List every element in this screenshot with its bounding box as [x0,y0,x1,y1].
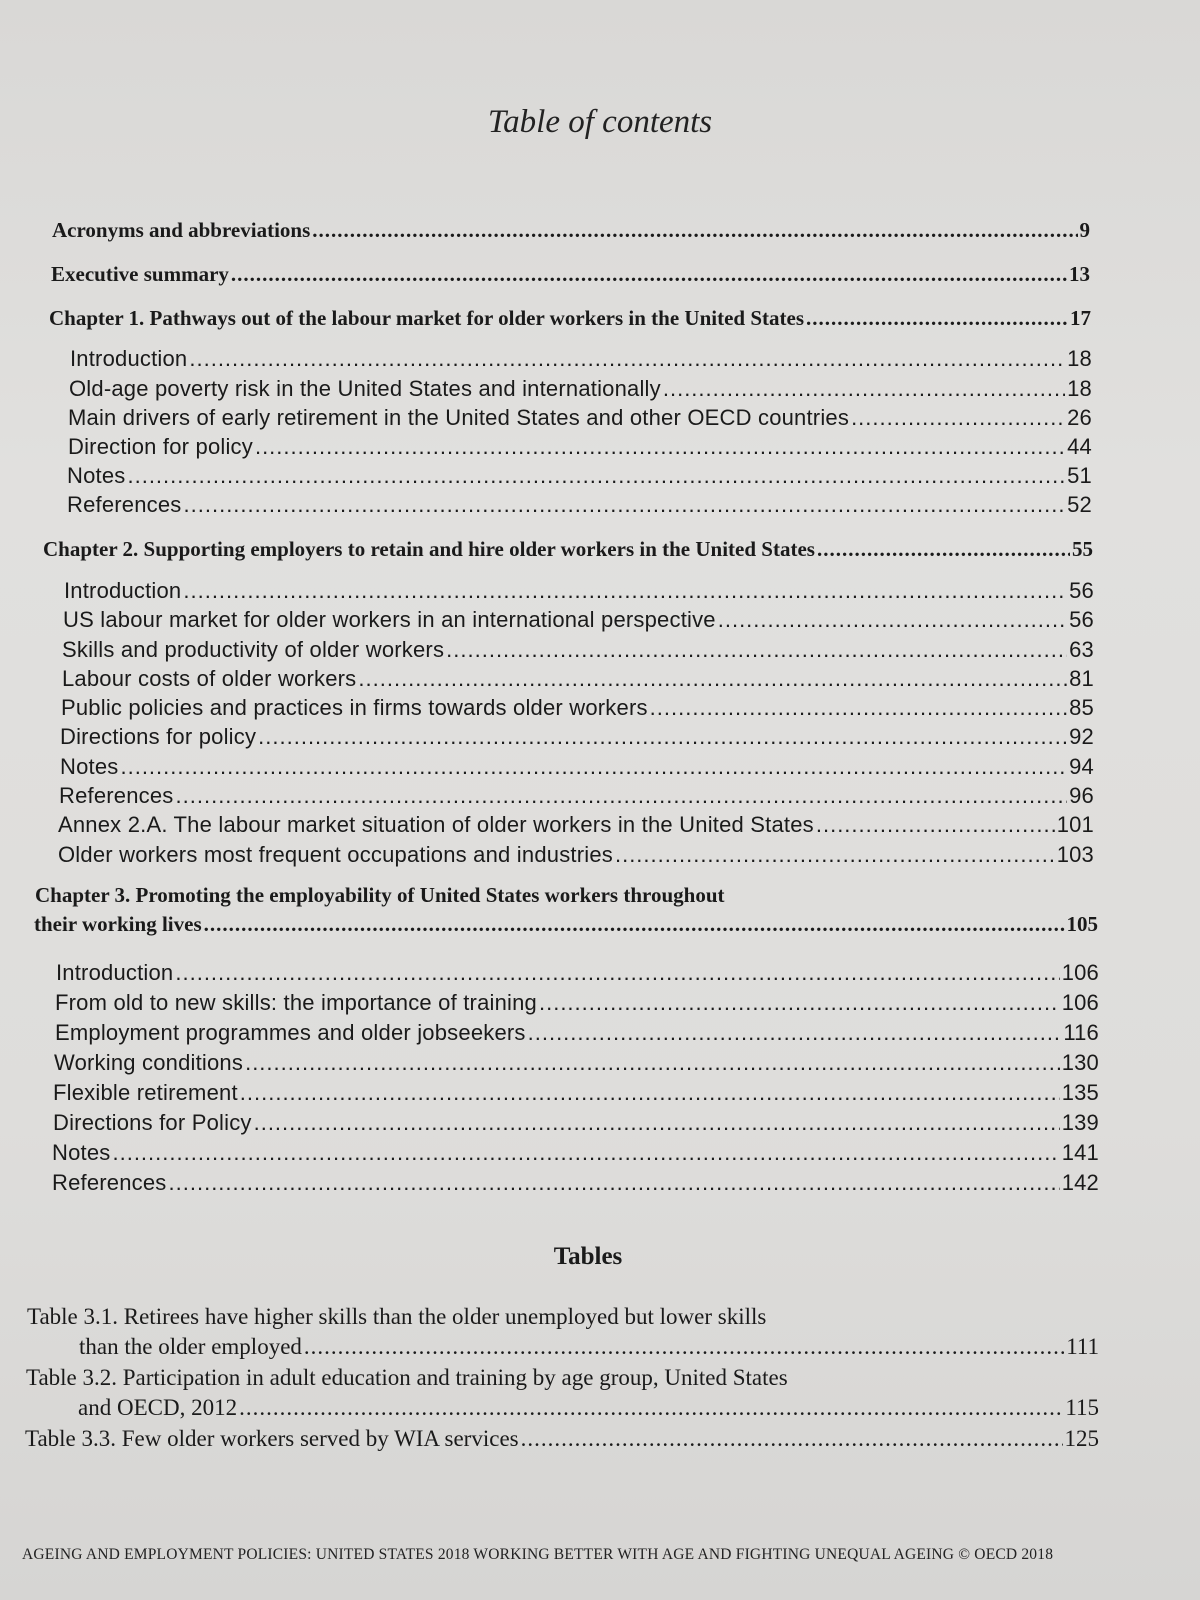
toc-item-label: Directions for policy [60,724,257,749]
toc-item-page: 116 [1063,1020,1099,1045]
toc-item[interactable] [62,637,1094,663]
dot-leader [184,492,1066,518]
dot-leader [176,783,1068,809]
toc-item-page: 142 [1061,1170,1099,1195]
toc-item-page: 92 [1069,724,1094,749]
dot-leader [528,1020,1062,1046]
toc-item-label: Notes [60,754,119,779]
toc-item[interactable] [67,492,1092,518]
toc-entry-executive-summary[interactable] [51,262,1090,287]
toc-chapter-label: Chapter 2. Supporting employers to retain and hire older workers in the United States [43,537,815,561]
toc-item-page: 135 [1061,1080,1099,1105]
dot-leader [851,405,1065,431]
toc-chapter-2[interactable] [43,537,1093,562]
dot-leader [245,1050,1060,1076]
toc-item-page: 106 [1061,960,1099,985]
dot-leader [255,434,1065,460]
toc-item-page: 52 [1067,492,1092,517]
dot-leader [204,912,1065,937]
toc-item-label: Older workers most frequent occupations and industries [58,842,613,867]
dot-leader [169,1170,1060,1196]
toc-item-label: Notes [52,1140,111,1165]
toc-item-label: Introduction [56,960,174,985]
toc-item[interactable] [68,434,1092,460]
table-entry-3-1[interactable] [79,1334,1099,1360]
toc-entry-acronyms[interactable] [52,218,1090,243]
toc-chapter-label: their working lives [34,912,202,936]
toc-item[interactable] [62,666,1094,692]
table-entry-3-2-line1[interactable]: Table 3.2. Participation in adult education and training by age group, United States [26,1365,788,1390]
toc-chapter-page: 17 [1070,306,1091,330]
toc-item-label: US labour market for older workers in an international perspective [63,607,716,632]
toc-item-page: 101 [1056,812,1094,837]
dot-leader [312,218,1077,243]
toc-item[interactable] [53,1080,1099,1106]
dot-leader [521,1426,1063,1452]
dot-leader [239,1395,1063,1421]
dot-leader [183,578,1067,604]
toc-item-label: Notes [67,463,126,488]
dot-leader [304,1334,1064,1360]
page-title: Table of contents [487,104,713,140]
toc-chapter-page: 105 [1066,912,1098,936]
toc-item[interactable] [70,346,1092,372]
dot-leader [663,376,1065,402]
table-entry-page: 125 [1064,1426,1099,1451]
dot-leader [175,960,1059,986]
toc-item[interactable] [63,607,1094,633]
dot-leader [718,607,1067,633]
toc-item[interactable] [56,960,1099,986]
toc-item-page: 63 [1069,637,1094,662]
dot-leader [258,724,1067,750]
dot-leader [615,842,1055,868]
toc-item-label: Annex 2.A. The labour market situation of older workers in the United States [58,812,814,837]
dot-leader [358,666,1067,692]
toc-item-label: Public policies and practices in firms towards older workers [61,695,648,720]
toc-item[interactable] [61,695,1094,721]
toc-item-page: 139 [1061,1110,1099,1135]
dot-leader [231,262,1067,287]
table-entry-label: than the older employed [79,1334,302,1359]
toc-item[interactable] [69,376,1092,402]
dot-leader [816,812,1055,838]
toc-item[interactable] [60,754,1094,780]
tables-heading: Tables [553,1243,623,1270]
toc-item[interactable] [54,1050,1099,1076]
table-entry-label: and OECD, 2012 [78,1395,238,1420]
toc-item-label: Introduction [70,346,188,371]
toc-item[interactable] [68,405,1092,431]
toc-chapter-3[interactable] [34,912,1098,937]
toc-item-page: 56 [1069,607,1094,632]
table-entry-3-1-line1[interactable]: Table 3.1. Retirees have higher skills than the older unemployed but lower skills [27,1304,767,1329]
toc-item-label: Old-age poverty risk in the United States and internationally [69,376,661,401]
toc-entry-page: 9 [1079,218,1090,242]
dot-leader [806,306,1068,331]
toc-entry-label: Acronyms and abbreviations [52,218,311,242]
dot-leader [127,463,1065,489]
toc-item[interactable] [67,463,1092,489]
toc-item[interactable] [60,724,1094,750]
toc-item-label: References [59,783,174,808]
dot-leader [120,754,1067,780]
table-entry-page: 111 [1066,1334,1099,1359]
toc-item-label: Labour costs of older workers [62,666,357,691]
dot-leader [240,1080,1060,1106]
dot-leader [817,537,1070,562]
table-entry-page: 115 [1065,1395,1099,1420]
page-footer: AGEING AND EMPLOYMENT POLICIES: UNITED STATES 2018 WORKING BETTER WITH AGE AND FIGHTING UNEQUAL AGEING © OECD 2018 [22,1546,1054,1563]
toc-chapter-1[interactable] [49,306,1091,331]
toc-item[interactable] [59,783,1094,809]
toc-item[interactable] [64,578,1094,604]
toc-item-page: 18 [1067,376,1092,401]
toc-item[interactable] [58,812,1094,838]
dot-leader [650,695,1067,721]
toc-item-label: Direction for policy [68,434,253,459]
toc-item-page: 96 [1069,783,1094,808]
toc-item-label: Skills and productivity of older workers [62,637,445,662]
table-entry-3-3[interactable] [25,1426,1099,1452]
toc-item-label: Main drivers of early retirement in the United States and other OECD countries [68,405,850,430]
toc-item-page: 141 [1061,1140,1099,1165]
toc-item[interactable] [55,990,1099,1016]
toc-item-label: Introduction [64,578,182,603]
toc-entry-label: Executive summary [51,262,229,286]
toc-item-label: References [67,492,182,517]
toc-item[interactable] [52,1140,1099,1166]
toc-item-page: 56 [1069,578,1094,603]
toc-item-label: Flexible retirement [53,1080,238,1105]
toc-item[interactable] [52,1170,1099,1196]
dot-leader [189,346,1065,372]
toc-item-page: 51 [1067,463,1092,488]
toc-chapter-label: Chapter 1. Pathways out of the labour market for older workers in the United States [49,306,804,330]
toc-item-page: 106 [1061,990,1099,1015]
toc-item[interactable] [55,1020,1099,1046]
dot-leader [539,990,1060,1016]
toc-item[interactable] [53,1110,1099,1136]
toc-item-label: Directions for Policy [53,1110,252,1135]
dot-leader [446,637,1067,663]
toc-item-label: References [52,1170,167,1195]
table-entry-label: Table 3.3. Few older workers served by WIA services [25,1426,519,1451]
toc-chapter-3-line1[interactable]: Chapter 3. Promoting the employability of United States workers throughout [35,883,725,907]
dot-leader [254,1110,1060,1136]
dot-leader [112,1140,1059,1166]
toc-item[interactable] [58,842,1094,868]
toc-entry-page: 13 [1069,262,1090,286]
toc-item-page: 81 [1069,666,1094,691]
toc-item-page: 26 [1067,405,1092,430]
toc-item-label: From old to new skills: the importance of training [55,990,537,1015]
toc-item-page: 18 [1067,346,1092,371]
table-entry-3-2[interactable] [78,1395,1099,1421]
toc-chapter-page: 55 [1072,537,1093,561]
toc-item-page: 94 [1069,754,1094,779]
toc-item-label: Employment programmes and older jobseekers [55,1020,526,1045]
toc-item-label: Working conditions [54,1050,244,1075]
toc-item-page: 85 [1069,695,1094,720]
toc-item-page: 103 [1056,842,1094,867]
toc-item-page: 44 [1067,434,1092,459]
toc-item-page: 130 [1061,1050,1099,1075]
